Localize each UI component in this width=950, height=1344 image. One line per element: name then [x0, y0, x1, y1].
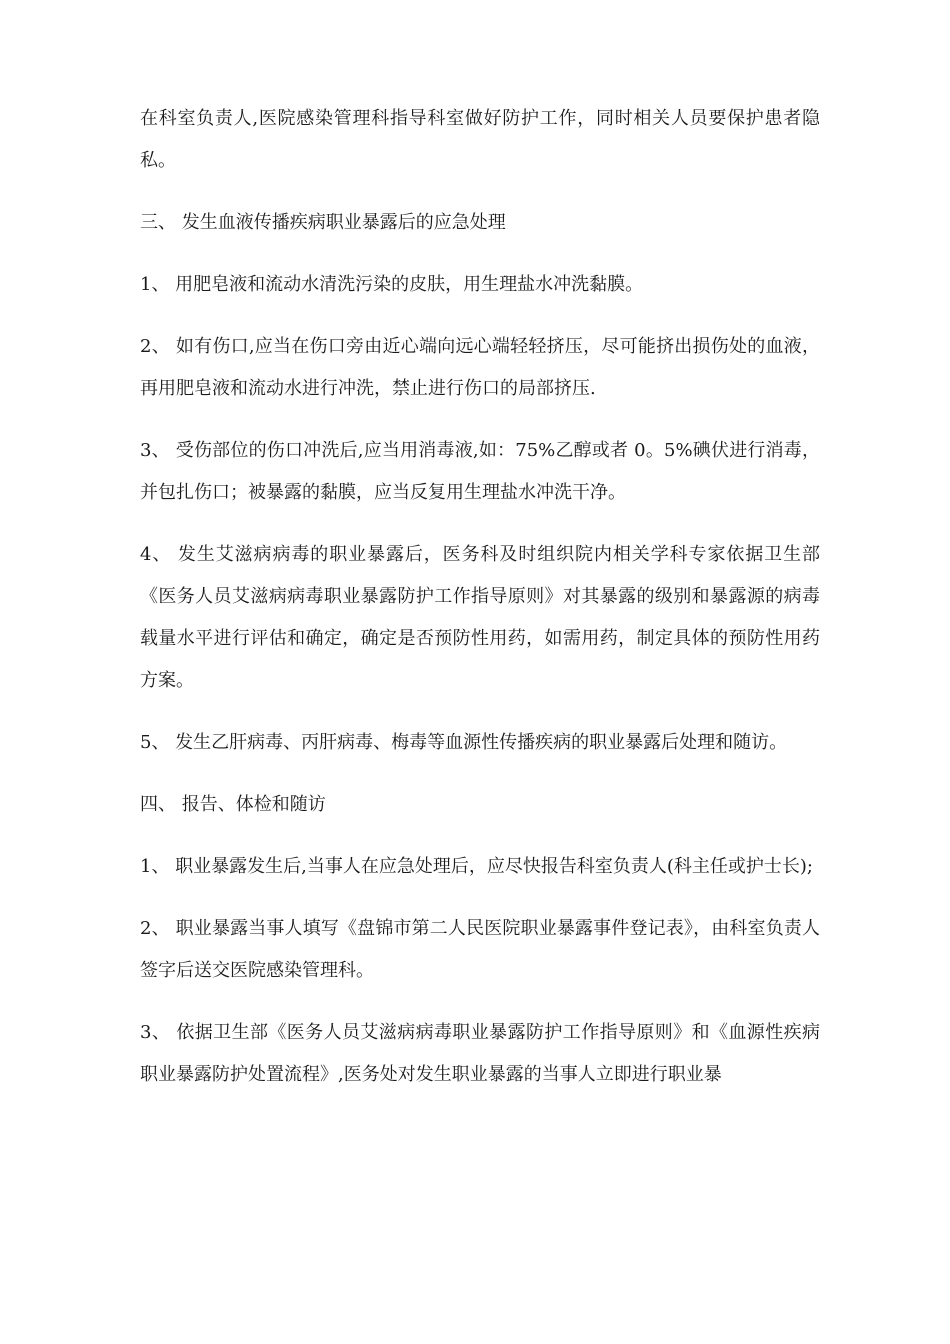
list-item-3-1: 1、 用肥皂液和流动水清洗污染的皮肤，用生理盐水冲洗黏膜。: [140, 274, 644, 295]
paragraph-continuation: 在科室负责人,医院感染管理科指导科室做好防护工作，同时相关人员要保护患者隐私。: [140, 108, 820, 171]
list-item-3-2: 2、 如有伤口,应当在伤口旁由近心端向远心端轻轻挤压，尽可能挤出损伤处的血液，再用肥皂液和流动水进行冲洗，禁止进行伤口的局部挤压.: [140, 336, 820, 399]
document-body: [140, 98, 820, 1116]
section-heading-4: 四、 报告、体检和随访: [140, 794, 326, 815]
list-item-4-1: 1、 职业暴露发生后,当事人在应急处理后，应尽快报告科室负责人(科主任或护士长);: [140, 856, 814, 877]
list-item-3-5: 5、 发生乙肝病毒、丙肝病毒、梅毒等血源性传播疾病的职业暴露后处理和随访。: [140, 732, 788, 753]
list-item-4-3: 3、 依据卫生部《医务人员艾滋病病毒职业暴露防护工作指导原则》和《血源性疾病职业暴露防护处置流程》,医务处对发生职业暴露的当事人立即进行职业暴: [140, 1022, 820, 1085]
section-heading-3: 三、 发生血液传播疾病职业暴露后的应急处理: [140, 212, 506, 233]
list-item-4-2: 2、 职业暴露当事人填写《盘锦市第二人民医院职业暴露事件登记表》，由科室负责人签字后送交医院感染管理科。: [140, 918, 820, 981]
list-item-3-4: 4、 发生艾滋病病毒的职业暴露后，医务科及时组织院内相关学科专家依据卫生部《医务人员艾滋病病毒职业暴露防护工作指导原则》对其暴露的级别和暴露源的病毒载量水平进行评估和确定，确定是否预防性用药，如需用药，制定具体的预防性用药方案。: [140, 544, 820, 691]
list-item-3-3: 3、 受伤部位的伤口冲洗后,应当用消毒液,如：75%乙醇或者 0。5%碘伏进行消毒，并包扎伤口；被暴露的黏膜，应当反复用生理盐水冲洗干净。: [140, 440, 820, 503]
